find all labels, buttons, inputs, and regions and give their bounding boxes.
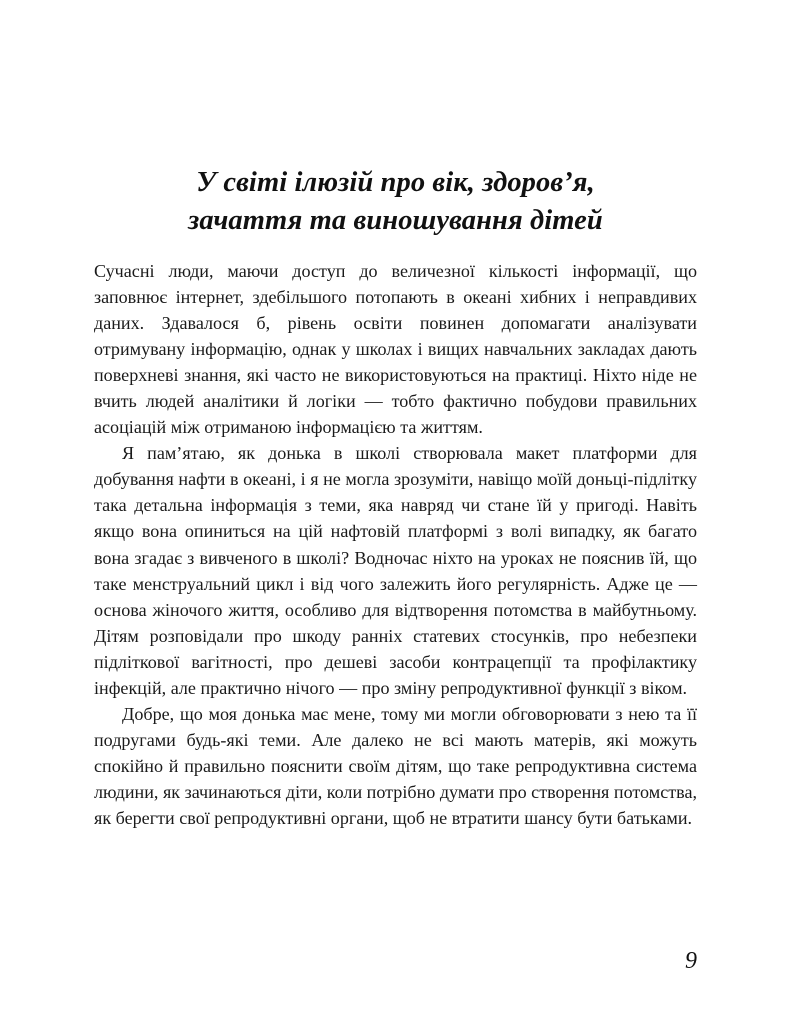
chapter-title-line-2: зачаття та виношування дітей [188,205,603,236]
paragraph-1: Сучасні люди, маючи доступ до величезної кількості інформації, що заповнює інтернет, здебільшого потопають в океані хибних і неправдивих даних. Здавалося б, рівень освіти повинен допомагати аналізувати отримувану інформацію, однак у школах і вищих навчальних закладах дають поверхневі знання, які часто не використовуються на практиці. Ніхто ніде не вчить людей аналітики й логіки — тобто фактично побудови правильних асоціацій між отриманою інформацією та життям. [94,261,697,438]
body-text [94,258,697,831]
page-number: 9 [685,948,697,974]
chapter-title-line-1: У світі ілюзій про вік, здоров’я, [196,167,595,198]
chapter-title [94,164,697,240]
paragraph-3: Добре, що моя донька має мене, тому ми могли обговорювати з нею та її подругами будь-які теми. Але далеко не всі мають матерів, які можуть спокійно й правильно пояснити своїм дітям, що таке репродуктивна система людини, як зачинаються діти, коли потрібно думати про створення потомства, як берегти свої репродуктивні органи, щоб не втратити шансу бути батьками. [94,703,697,828]
paragraph-2: Я пам’ятаю, як донька в школі створювала макет платформи для добування нафти в океані, і я не могла зрозуміти, навіщо моїй доньці-підлітку така детальна інформація з теми, яка навряд чи стане їй у пригоді. Навіть якщо вона опиниться на цій нафтовій платформі з волі випадку, як багато вона згадає з вивченого в школі? Водночас ніхто на уроках не пояснив їй, що таке менструальний цикл і від чого залежить його регулярність. Адже це — основа жіночого життя, особливо для відтворення потомства в майбутньому. Дітям розповідали про шкоду ранніх статевих стосунків, про небезпеки підліткової вагітності, про дешеві засоби контрацепції та профілактику інфекцій, але практично нічого — про зміну репродуктивної функції з віком. [94,443,697,698]
